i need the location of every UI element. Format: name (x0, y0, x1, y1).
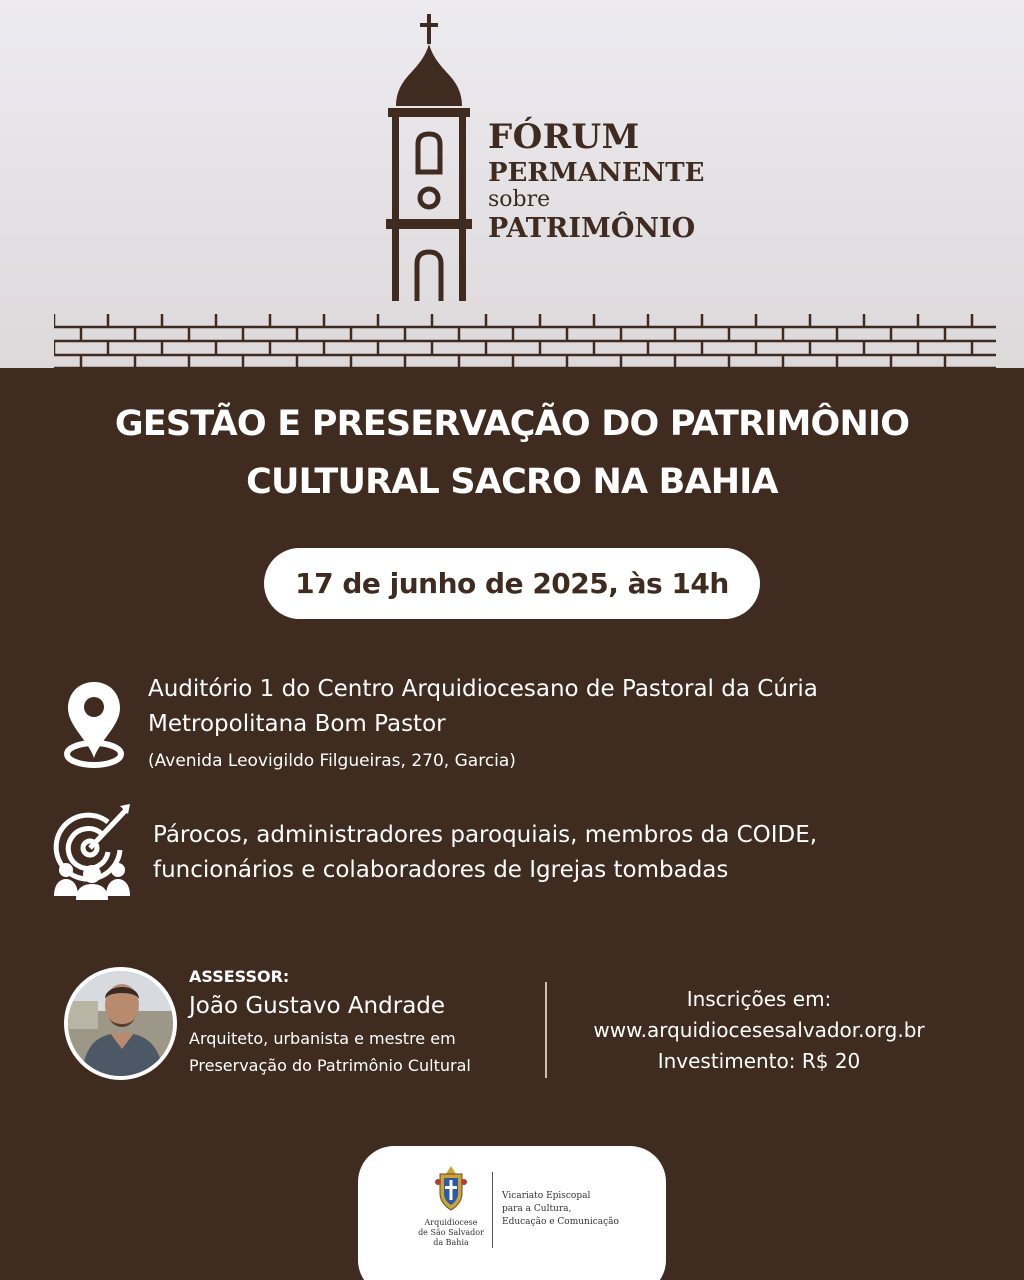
church-tower-icon (384, 14, 474, 302)
vicariate-name (502, 1190, 619, 1229)
target-audience-icon (50, 800, 134, 900)
location-address: (Avenida Leovigildo Filgueiras, 270, Garcia) (148, 751, 516, 771)
advisor-photo (64, 967, 177, 1080)
map-pin-icon (62, 678, 126, 770)
event-date-badge (264, 548, 760, 619)
event-date: 17 de junho de 2025, às 14h (295, 567, 729, 600)
audience-line-2: funcionários e colaboradores de Igrejas tombadas (153, 857, 729, 883)
event-location (148, 672, 818, 774)
logo-line-3: sobre (488, 187, 551, 212)
registration-price: Investimento: R$ 20 (657, 1049, 861, 1073)
advisor-info (189, 965, 471, 1079)
archdiocese-line-1: Arquidiocese (424, 1218, 478, 1227)
location-line-1: Auditório 1 do Centro Arquidiocesano de Pastoral da Cúria (148, 676, 818, 702)
header-banner (0, 0, 1024, 368)
advisor-portrait-icon (68, 971, 173, 1076)
vertical-divider (545, 982, 547, 1078)
logo-line-4: PATRIMÔNIO (488, 213, 696, 244)
registration-url[interactable]: www.arquidiocesesalvador.org.br (593, 1018, 925, 1042)
title-line-2: CULTURAL SACRO NA BAHIA (246, 462, 778, 502)
forum-logo-text (488, 117, 705, 244)
registration-info (560, 984, 958, 1077)
archdiocese-name (410, 1218, 492, 1248)
event-title (0, 395, 1024, 511)
footer-divider (492, 1172, 493, 1248)
logo-line-1: FÓRUM (488, 117, 640, 157)
archdiocese-line-2: de São Salvador (418, 1228, 484, 1237)
logo-line-2: PERMANENTE (488, 158, 705, 188)
vicariate-line-3: Educação e Comunicação (502, 1217, 619, 1227)
advisor-name: João Gustavo Andrade (189, 993, 446, 1019)
location-line-2: Metropolitana Bom Pastor (148, 711, 446, 737)
brick-wall-decoration (54, 314, 996, 368)
target-audience (153, 818, 817, 888)
vicariate-line-1: Vicariato Episcopal (502, 1191, 591, 1201)
advisor-description-1: Arquiteto, urbanista e mestre em (189, 1029, 456, 1048)
advisor-description-2: Preservação do Patrimônio Cultural (189, 1056, 471, 1075)
registration-label: Inscrições em: (686, 987, 832, 1011)
audience-line-1: Párocos, administradores paroquiais, membros da COIDE, (153, 822, 818, 848)
vicariate-line-2: para a Cultura, (502, 1204, 572, 1214)
archdiocese-crest-icon (432, 1164, 470, 1214)
title-line-1: GESTÃO E PRESERVAÇÃO DO PATRIMÔNIO (114, 404, 910, 444)
advisor-label: ASSESSOR: (189, 967, 290, 986)
archdiocese-line-3: da Bahia (433, 1238, 469, 1247)
